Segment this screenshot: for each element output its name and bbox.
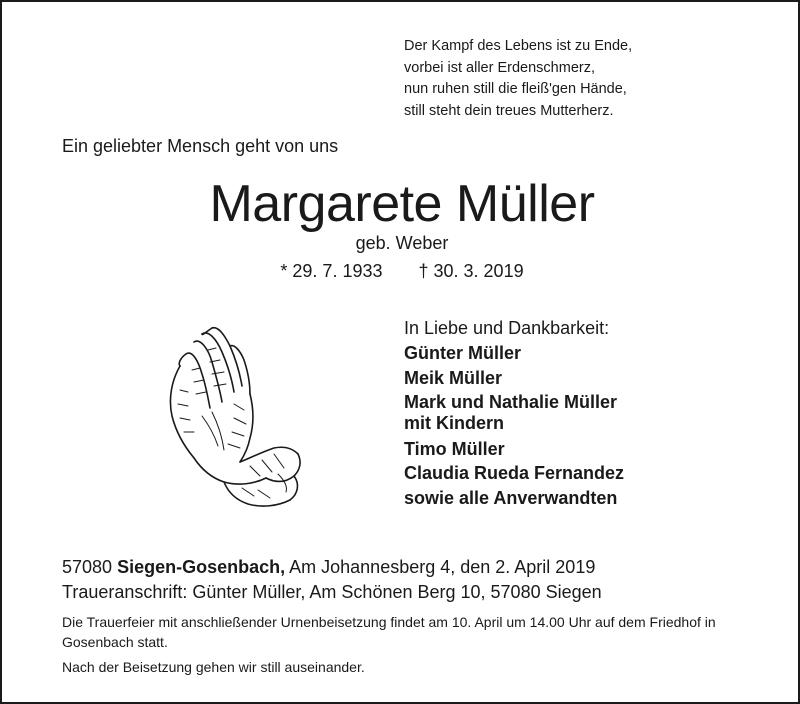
residence-line	[62, 555, 782, 580]
mourner-name: Claudia Rueda Fernandez	[404, 463, 625, 483]
poem-line: nun ruhen still die fleiß'gen Hände,	[404, 81, 627, 97]
poem	[404, 36, 764, 122]
mourner-name: sowie alle Anverwandten	[404, 487, 618, 508]
mourner-name: Timo Müller	[404, 438, 505, 459]
intro-text: Ein geliebter Mensch geht von uns	[62, 136, 339, 156]
mourners-lead: In Liebe und Dankbarkeit:	[404, 318, 610, 338]
death-date: † 30. 3. 2019	[418, 261, 524, 281]
funeral-note: Die Trauerfeier mit anschließender Urnenbeisetzung findet am 10. April um 14.00 Uhr auf dem Friedhof in Gosenbach statt.	[62, 614, 716, 650]
address-block	[62, 555, 782, 605]
street-and-date: Am Johannesberg 4, den 2. April 2019	[285, 557, 596, 577]
postal-code: 57080	[62, 557, 113, 577]
city: Siegen-Gosenbach,	[117, 557, 286, 577]
birth-date: * 29. 7. 1933	[280, 261, 383, 281]
mourners-list	[404, 315, 784, 510]
deceased-name: Margarete Müller	[209, 175, 595, 233]
mourner-name: Mark und Nathalie Müller	[404, 392, 618, 412]
poem-line: still steht dein treues Mutterherz.	[404, 102, 614, 119]
mourner-name: mit Kindern	[404, 412, 505, 433]
mourning-address: Traueranschrift: Günter Müller, Am Schönen Berg 10, 57080 Siegen	[62, 582, 602, 602]
mourner-name: Günter Müller	[404, 343, 522, 363]
mourner-name: Meik Müller	[404, 367, 503, 388]
funeral-note: Nach der Beisetzung gehen wir still auseinander.	[62, 659, 365, 675]
poem-line: Der Kampf des Lebens ist zu Ende,	[404, 38, 633, 54]
life-dates	[2, 261, 800, 282]
poem-line: vorbei ist aller Erdenschmerz,	[404, 59, 595, 76]
birth-name: geb. Weber	[355, 233, 449, 253]
funeral-notes	[62, 612, 762, 677]
praying-hands-icon	[150, 320, 312, 512]
